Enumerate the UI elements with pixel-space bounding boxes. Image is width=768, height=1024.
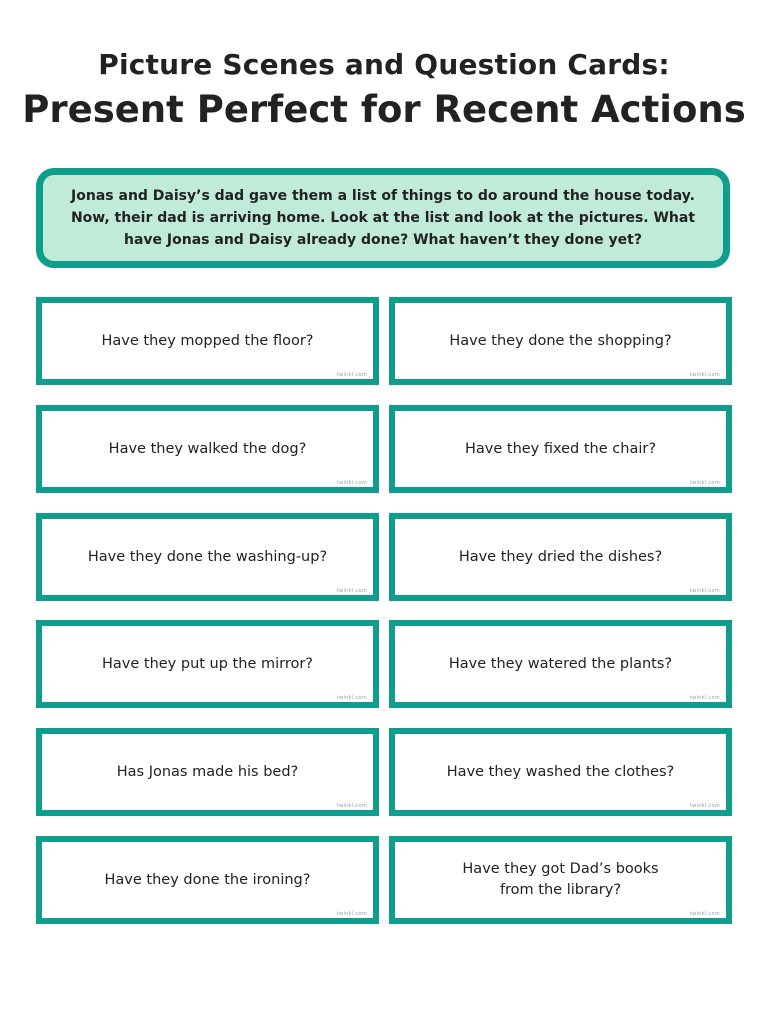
question-text: Have they put up the mirror? [101, 655, 313, 672]
instructions-text: Jonas and Daisy’s dad gave them a list of things to do around the house today. Now, their dad is arriving home. Look at the list and look at the pictures. What have Jonas and Daisy already done? What haven’t they done yet? [70, 188, 696, 248]
question-text: Have they walked the dog? [108, 440, 307, 457]
question-card-library-books [389, 836, 732, 924]
question-card-walked-dog [36, 405, 379, 493]
card-watermark: twinkl.com [336, 372, 367, 378]
title-line-1: Picture Scenes and Question Cards: [98, 48, 670, 81]
instructions-box [36, 168, 730, 268]
card-watermark: twinkl.com [689, 695, 720, 701]
question-card-done-ironing [36, 836, 379, 924]
question-text: Have they watered the plants? [448, 655, 673, 672]
question-card-mopped-floor [36, 297, 379, 385]
card-watermark: twinkl.com [336, 911, 367, 917]
card-watermark: twinkl.com [336, 695, 367, 701]
title-line-2: Present Perfect for Recent Actions [22, 88, 746, 131]
card-watermark: twinkl.com [336, 803, 367, 809]
question-text: Have they mopped the floor? [101, 332, 314, 349]
question-text: Have they dried the dishes? [458, 548, 663, 565]
card-watermark: twinkl.com [689, 480, 720, 486]
question-card-made-bed [36, 728, 379, 816]
question-text: Have they washed the clothes? [446, 763, 675, 780]
card-watermark: twinkl.com [689, 911, 720, 917]
card-watermark: twinkl.com [689, 803, 720, 809]
question-text: Have they fixed the chair? [464, 440, 657, 457]
question-card-dried-dishes [389, 513, 732, 601]
question-text: Has Jonas made his bed? [116, 763, 299, 780]
question-card-watered-plants [389, 620, 732, 708]
card-watermark: twinkl.com [689, 588, 720, 594]
card-watermark: twinkl.com [336, 480, 367, 486]
question-text: Have they done the shopping? [449, 332, 672, 349]
question-card-fixed-chair [389, 405, 732, 493]
card-watermark: twinkl.com [689, 372, 720, 378]
card-watermark: twinkl.com [336, 588, 367, 594]
question-card-washing-up [36, 513, 379, 601]
question-card-washed-clothes [389, 728, 732, 816]
question-text: Have they done the ironing? [104, 871, 311, 888]
question-text: Have they got Dad’s books from the library? [462, 861, 659, 898]
question-card-done-shopping [389, 297, 732, 385]
question-text: Have they done the washing-up? [87, 548, 328, 565]
question-card-put-up-mirror [36, 620, 379, 708]
